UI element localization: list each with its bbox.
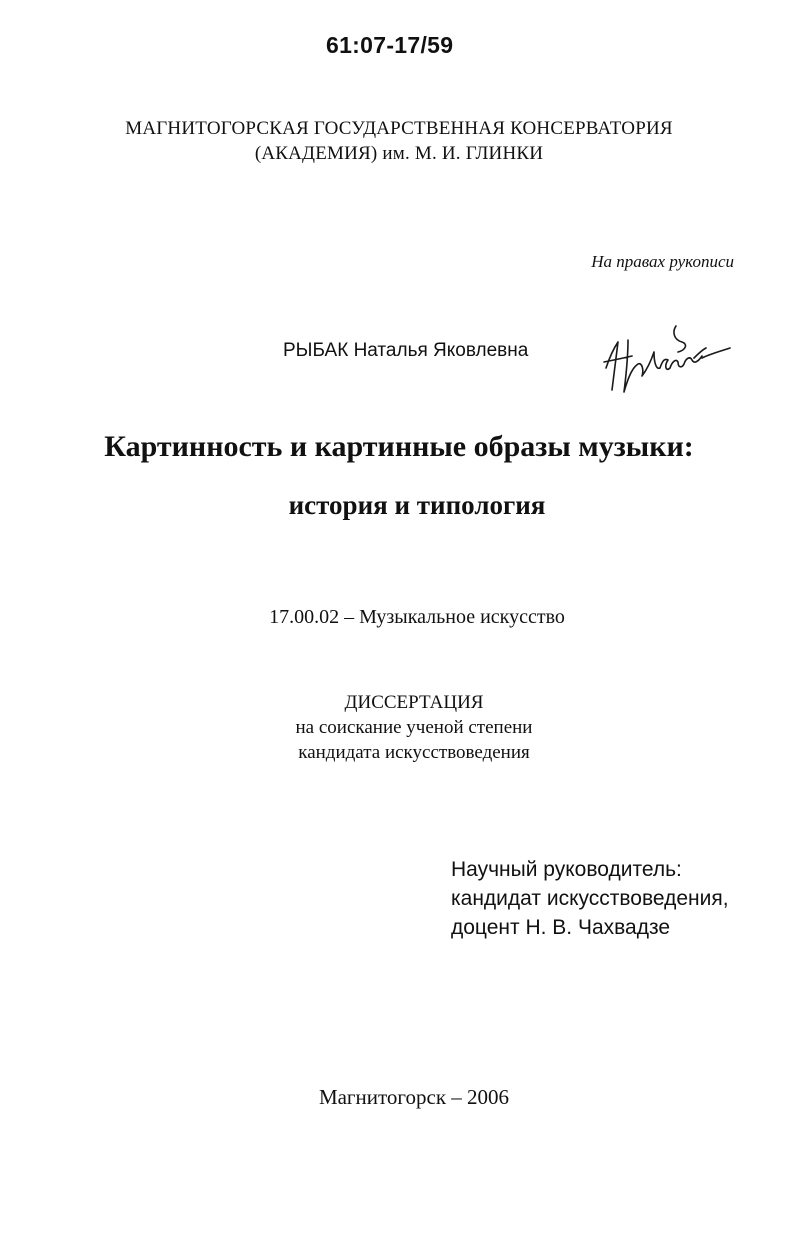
degree-line-3: кандидата искусствоведения — [298, 742, 530, 763]
degree-line-2: на соискание ученой степени — [295, 717, 533, 738]
handwritten-signature — [598, 318, 738, 398]
institution-line-2: (АКАДЕМИЯ) им. М. И. ГЛИНКИ — [254, 143, 544, 164]
institution-line-1: МАГНИТОГОРСКАЯ ГОСУДАРСТВЕННАЯ КОНСЕРВАТОРИЯ — [125, 118, 673, 139]
dissertation-title-line-2: история и типология — [288, 490, 546, 520]
rights-note: На правах рукописи — [591, 252, 734, 271]
supervisor-line-1: Научный руководитель: — [451, 858, 682, 881]
supervisor-line-2: кандидат искусствоведения, — [451, 887, 729, 910]
dissertation-title-line-1: Картинность и картинные образы музыки: — [104, 430, 694, 463]
call-number: 61:07-17/59 — [326, 32, 454, 58]
institution-name — [0, 116, 798, 166]
specialty-code: 17.00.02 – Музыкальное искусство — [269, 606, 565, 628]
supervisor-line-3: доцент Н. В. Чахвадзе — [451, 916, 671, 939]
degree-line-1: ДИССЕРТАЦИЯ — [344, 692, 484, 713]
degree-statement — [0, 690, 798, 765]
supervisor-block — [451, 855, 729, 942]
author-name: РЫБАК Наталья Яковлевна — [283, 340, 529, 361]
city-year: Магнитогорск – 2006 — [318, 1085, 510, 1109]
